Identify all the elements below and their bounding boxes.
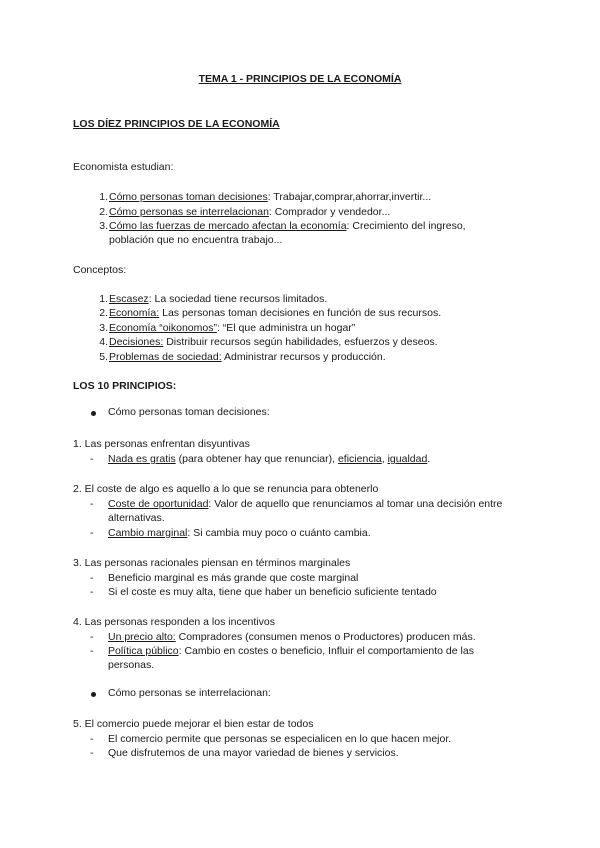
item-text: : “El que administra un hogar” bbox=[216, 322, 356, 334]
item-term: Economía “oikonomos” bbox=[109, 322, 217, 334]
intro-heading: Economista estudian: bbox=[73, 161, 174, 173]
dash-icon: - bbox=[90, 527, 94, 539]
item-text: : Trabajar,comprar,ahorrar,invertir... bbox=[267, 191, 432, 203]
bullet-se-interrelacionan: Cómo personas se interrelacionan: bbox=[108, 687, 271, 699]
item-term: Economía: bbox=[109, 307, 160, 319]
item-text: Las personas toman decisiones en función de sus recursos. bbox=[159, 307, 442, 319]
item-text: Si el coste es muy alta, tiene que haber un beneficio suficiente tentado bbox=[108, 586, 437, 598]
item-text: Administrar recursos y producción. bbox=[221, 351, 386, 363]
item-number: 4. bbox=[99, 336, 108, 348]
principios-heading: LOS 10 PRINCIPIOS: bbox=[73, 380, 177, 392]
item-text: Que disfrutemos de una mayor variedad de bienes y servicios. bbox=[108, 747, 399, 759]
item-number: 1. bbox=[99, 293, 108, 305]
item-term-2: eficiencia bbox=[337, 453, 382, 465]
item-term: Cómo las fuerzas de mercado afectan la economía bbox=[109, 220, 347, 232]
item-text: Beneficio marginal es más grande que coste marginal bbox=[108, 572, 359, 584]
item-text: Compradores (consumen menos o Productores) producen más. bbox=[175, 631, 476, 643]
bullet-toman-decisiones: Cómo personas toman decisiones: bbox=[108, 406, 270, 418]
item-term: Cambio marginal bbox=[108, 527, 188, 539]
item-number: 1. bbox=[99, 191, 108, 203]
item-term: Cómo personas se interrelacionan bbox=[109, 206, 269, 218]
item-text: : Si cambia muy poco o cuánto cambia. bbox=[187, 527, 371, 539]
dash-icon: - bbox=[90, 645, 94, 657]
item-sep: , bbox=[381, 453, 388, 465]
item-text: (para obtener hay que renunciar), bbox=[175, 453, 338, 465]
item-continuation: alternativas. bbox=[108, 512, 165, 524]
item-continuation: población que no encuentra trabajo... bbox=[109, 234, 283, 246]
principio-1-heading: 1. Las personas enfrentan disyuntivas bbox=[73, 438, 250, 450]
item-text: : La sociedad tiene recursos limitados. bbox=[148, 293, 328, 305]
item-term-3: igualdad bbox=[387, 453, 428, 465]
dash-icon: - bbox=[90, 733, 94, 745]
item-end: . bbox=[427, 453, 431, 465]
item-term: Política público bbox=[108, 645, 179, 657]
item-text: : Comprador y vendedor... bbox=[268, 206, 391, 218]
item-term: Escasez bbox=[109, 293, 149, 305]
item-term: Coste de oportunidad bbox=[108, 498, 209, 510]
principio-2-heading: 2. El coste de algo es aquello a lo que se renuncia para obtenerlo bbox=[73, 483, 379, 495]
principio-5-heading: 5. El comercio puede mejorar el bien estar de todos bbox=[73, 718, 314, 730]
document-title: TEMA 1 - PRINCIPIOS DE LA ECONOMÍA bbox=[198, 73, 402, 85]
dash-icon: - bbox=[90, 631, 94, 643]
item-number: 3. bbox=[99, 220, 108, 232]
item-text: : Valor de aquello que renunciamos al tomar una decisión entre bbox=[208, 498, 503, 510]
bullet-icon bbox=[91, 411, 96, 416]
bullet-icon bbox=[91, 692, 96, 697]
item-continuation: personas. bbox=[108, 659, 155, 671]
item-number: 3. bbox=[99, 322, 108, 334]
item-text: El comercio permite que personas se especialicen en lo que hacen mejor. bbox=[108, 733, 452, 745]
item-number: 5. bbox=[99, 351, 108, 363]
item-text: Distribuir recursos según habilidades, esfuerzos y deseos. bbox=[163, 336, 438, 348]
dash-icon: - bbox=[90, 572, 94, 584]
item-term: Nada es gratis bbox=[108, 453, 176, 465]
item-text: : Cambio en costes o beneficio, Influir el comportamiento de las bbox=[178, 645, 474, 657]
dash-icon: - bbox=[90, 747, 94, 759]
principio-4-heading: 4. Las personas responden a los incentivos bbox=[73, 616, 275, 628]
item-number: 2. bbox=[99, 206, 108, 218]
item-term: Un precio alto: bbox=[108, 631, 176, 643]
item-term: Problemas de sociedad: bbox=[109, 351, 222, 363]
dash-icon: - bbox=[90, 498, 94, 510]
dash-icon: - bbox=[90, 453, 94, 465]
principio-3-heading: 3. Las personas racionales piensan en términos marginales bbox=[73, 557, 351, 569]
item-term: Decisiones: bbox=[109, 336, 164, 348]
section-heading-diez-principios: LOS DÍEZ PRINCIPIOS DE LA ECONOMÍA bbox=[73, 118, 280, 130]
conceptos-heading: Conceptos: bbox=[73, 264, 127, 276]
item-text: : Crecimiento del ingreso, bbox=[346, 220, 466, 232]
item-term: Cómo personas toman decisiones bbox=[109, 191, 268, 203]
item-number: 2. bbox=[99, 307, 108, 319]
dash-icon: - bbox=[90, 586, 94, 598]
